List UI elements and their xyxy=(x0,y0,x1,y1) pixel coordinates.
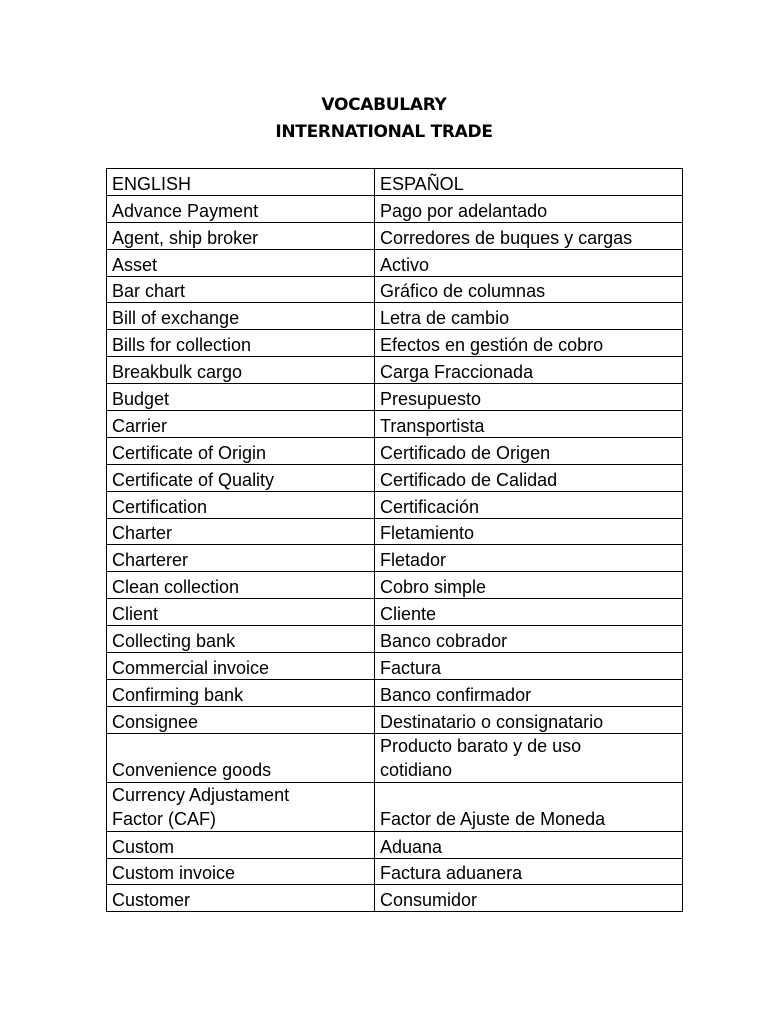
english-term-cell: Advance Payment xyxy=(107,195,375,222)
spanish-term-cell: Corredores de buques y cargas xyxy=(375,222,683,249)
spanish-term-cell: Fletador xyxy=(375,545,683,572)
spanish-term-cell: Fletamiento xyxy=(375,518,683,545)
table-row xyxy=(107,303,683,330)
table-row xyxy=(107,831,683,858)
spanish-term-cell: Cliente xyxy=(375,599,683,626)
spanish-term-cell: Gráfico de columnas xyxy=(375,276,683,303)
english-term-cell: Collecting bank xyxy=(107,626,375,653)
document-title xyxy=(0,92,768,146)
spanish-term-cell: Aduana xyxy=(375,831,683,858)
table-row xyxy=(107,733,683,782)
spanish-term-cell: Efectos en gestión de cobro xyxy=(375,330,683,357)
spanish-term-cell: Presupuesto xyxy=(375,384,683,411)
english-term-cell: Certificate of Origin xyxy=(107,437,375,464)
table-row xyxy=(107,782,683,831)
spanish-term-cell: Banco cobrador xyxy=(375,626,683,653)
table-row xyxy=(107,357,683,384)
english-term-cell: Carrier xyxy=(107,411,375,438)
english-term-cell: Certificate of Quality xyxy=(107,464,375,491)
spanish-term-cell: Pago por adelantado xyxy=(375,195,683,222)
vocabulary-table xyxy=(106,168,683,912)
title-line-vocabulary: VOCABULARY xyxy=(321,95,447,115)
spanish-term-cell: Factor de Ajuste de Moneda xyxy=(375,782,683,831)
table-row xyxy=(107,411,683,438)
english-term-cell: Custom xyxy=(107,831,375,858)
english-term-cell: Commercial invoice xyxy=(107,653,375,680)
table-row xyxy=(107,626,683,653)
table-row xyxy=(107,276,683,303)
title-line-international-trade: INTERNATIONAL TRADE xyxy=(275,122,493,142)
english-term-cell: Currency Adjustament Factor (CAF) xyxy=(107,782,375,831)
english-term-cell: Client xyxy=(107,599,375,626)
spanish-term-cell: Activo xyxy=(375,249,683,276)
table-row xyxy=(107,491,683,518)
english-term-cell: Bar chart xyxy=(107,276,375,303)
spanish-term-cell: Banco confirmador xyxy=(375,679,683,706)
spanish-term-cell: Transportista xyxy=(375,411,683,438)
spanish-term-cell: Letra de cambio xyxy=(375,303,683,330)
table-row xyxy=(107,679,683,706)
table-row xyxy=(107,572,683,599)
vocabulary-table-body xyxy=(107,169,683,912)
english-term-cell: Customer xyxy=(107,885,375,912)
spanish-term-cell: Certificado de Calidad xyxy=(375,464,683,491)
spanish-term-cell: Producto barato y de uso cotidiano xyxy=(375,733,683,782)
english-term-cell: Certification xyxy=(107,491,375,518)
table-row xyxy=(107,858,683,885)
table-row xyxy=(107,706,683,733)
english-term-cell: Convenience goods xyxy=(107,733,375,782)
english-term-cell: Asset xyxy=(107,249,375,276)
table-row xyxy=(107,545,683,572)
english-term-cell: Consignee xyxy=(107,706,375,733)
english-term-cell: Budget xyxy=(107,384,375,411)
english-term-cell: Confirming bank xyxy=(107,679,375,706)
english-term-cell: Agent, ship broker xyxy=(107,222,375,249)
spanish-term-cell: Consumidor xyxy=(375,885,683,912)
english-term-cell: Breakbulk cargo xyxy=(107,357,375,384)
table-row xyxy=(107,222,683,249)
column-header-english: ENGLISH xyxy=(107,169,375,196)
table-row xyxy=(107,599,683,626)
spanish-term-cell: Factura aduanera xyxy=(375,858,683,885)
english-term-cell: Clean collection xyxy=(107,572,375,599)
table-row xyxy=(107,249,683,276)
spanish-term-cell: Certificación xyxy=(375,491,683,518)
spanish-term-cell: Destinatario o consignatario xyxy=(375,706,683,733)
spanish-term-cell: Factura xyxy=(375,653,683,680)
english-term-cell: Bills for collection xyxy=(107,330,375,357)
table-row xyxy=(107,464,683,491)
table-row xyxy=(107,885,683,912)
english-term-cell: Charterer xyxy=(107,545,375,572)
english-term-cell: Charter xyxy=(107,518,375,545)
table-row xyxy=(107,518,683,545)
table-row xyxy=(107,384,683,411)
spanish-term-cell: Carga Fraccionada xyxy=(375,357,683,384)
table-row xyxy=(107,437,683,464)
table-header-row xyxy=(107,169,683,196)
table-row xyxy=(107,330,683,357)
spanish-term-cell: Certificado de Origen xyxy=(375,437,683,464)
table-row xyxy=(107,653,683,680)
table-row xyxy=(107,195,683,222)
spanish-term-cell: Cobro simple xyxy=(375,572,683,599)
column-header-spanish: ESPAÑOL xyxy=(375,169,683,196)
english-term-cell: Bill of exchange xyxy=(107,303,375,330)
english-term-cell: Custom invoice xyxy=(107,858,375,885)
